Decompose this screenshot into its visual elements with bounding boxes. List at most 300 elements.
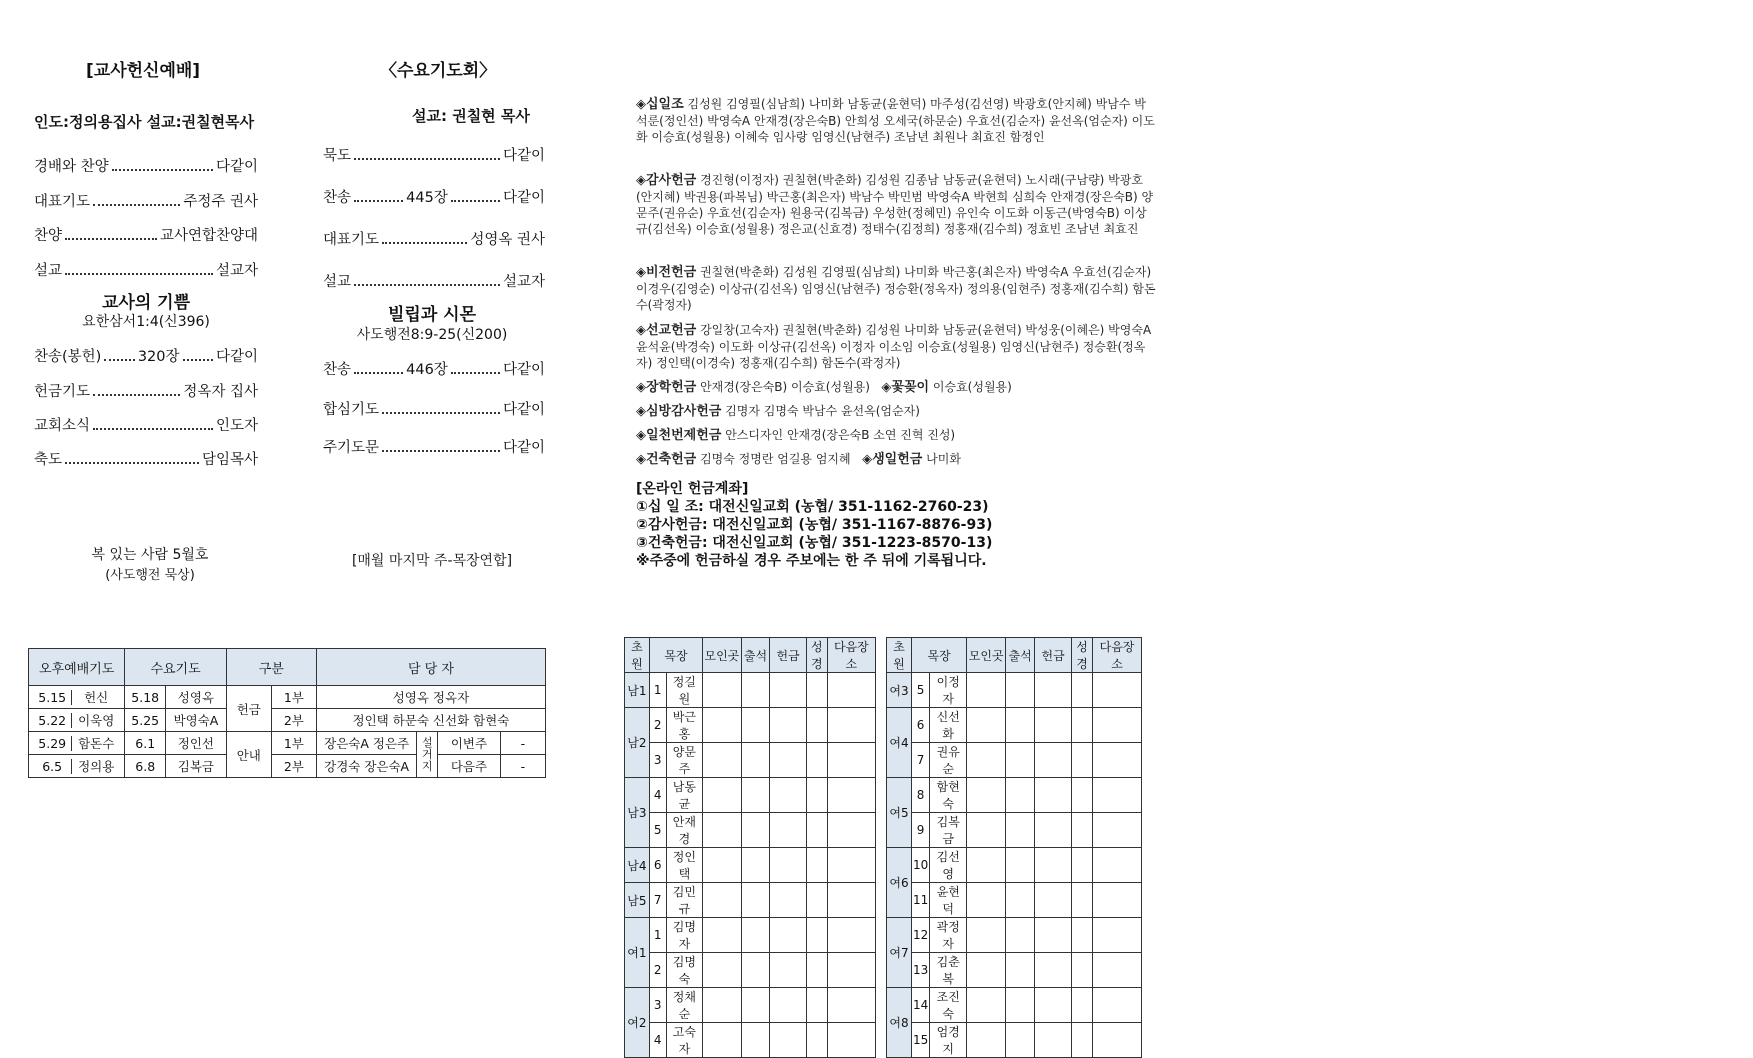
member-name: 함현숙: [930, 778, 967, 813]
date: 5.18: [125, 686, 166, 709]
attendance-row: [625, 1023, 876, 1058]
offering-entry: [636, 264, 1156, 313]
left-title: [교사헌신예배]: [86, 61, 201, 81]
blank-cell: [703, 743, 741, 778]
attendance-row: [625, 778, 876, 813]
order-item: [323, 270, 545, 291]
order-item: [34, 259, 258, 280]
offering-entry: [636, 172, 1156, 237]
blank-cell: [806, 708, 827, 743]
offering-entry: [636, 427, 1156, 444]
blank-cell: [1035, 1023, 1072, 1058]
blank-cell: [1072, 883, 1093, 918]
group-label: 설거지: [417, 732, 438, 778]
order-item: [323, 186, 545, 207]
blank-cell: [967, 778, 1006, 813]
attendance-header: 초원: [887, 638, 912, 673]
attendance-row: [625, 848, 876, 883]
blank-cell: [967, 953, 1006, 988]
assignee: -: [500, 732, 545, 755]
row-number: 1: [649, 673, 666, 708]
blank-cell: [1093, 1023, 1142, 1058]
order-item-value: 설교자: [215, 263, 258, 279]
blank-cell: [1035, 813, 1072, 848]
row-number: 3: [649, 988, 666, 1023]
order-item-name: 설교: [323, 274, 352, 290]
person: 정의용: [78, 759, 115, 774]
offering-label: ◈꽃꽂이: [881, 380, 930, 395]
date: 5.29: [33, 736, 72, 751]
blank-cell: [1006, 673, 1035, 708]
left-leaders: 인도:정의용집사 설교:권칠현목사: [34, 113, 255, 131]
blank-cell: [770, 778, 807, 813]
blank-cell: [806, 953, 827, 988]
blank-cell: [1006, 848, 1035, 883]
order-item: [323, 358, 545, 379]
attendance-table-right: [886, 637, 1142, 1058]
schedule-header-row: [29, 649, 546, 686]
attendance-header: 모인곳: [967, 638, 1006, 673]
blank-cell: [741, 918, 770, 953]
attendance-header: 성경: [806, 638, 827, 673]
blank-cell: [827, 918, 875, 953]
blank-cell: [806, 918, 827, 953]
row-number: 5: [911, 673, 929, 708]
blank-cell: [1035, 953, 1072, 988]
blank-cell: [1093, 813, 1142, 848]
blank-cell: [1035, 988, 1072, 1023]
member-name: 김춘복: [930, 953, 967, 988]
attendance-row: [887, 813, 1142, 848]
part-label: 1부: [271, 732, 316, 755]
account-line-1: ①십 일 조: 대전신일교회 (농협/ 351-1162-2760-23): [636, 499, 989, 515]
mid-sermon-title: 빌립과 시몬: [387, 305, 477, 325]
blank-cell: [1072, 743, 1093, 778]
order-item: [323, 436, 545, 457]
offering-names: 나미화: [926, 452, 961, 466]
blank-cell: [827, 988, 875, 1023]
blank-cell: [1093, 918, 1142, 953]
attendance-header: 다음장소: [1093, 638, 1142, 673]
blank-cell: [1035, 848, 1072, 883]
attendance-row: [625, 918, 876, 953]
blank-cell: [1072, 778, 1093, 813]
order-item-value: 다같이: [502, 148, 545, 164]
offering-label: ◈비전헌금: [636, 265, 697, 280]
group-cell: 여7: [887, 918, 912, 988]
dot-leader: [65, 462, 199, 464]
assignee: 다음주: [438, 755, 501, 778]
offering-entry: [636, 403, 1156, 420]
row-number: 9: [911, 813, 929, 848]
blank-cell: [1035, 883, 1072, 918]
offering-names: 김명숙 정명란 엄길용 엄지혜: [700, 452, 851, 466]
blank-cell: [703, 673, 741, 708]
member-name: 정채순: [666, 988, 703, 1023]
order-item-name: 찬송: [323, 190, 352, 206]
order-item-value: 교사연합찬양대: [159, 228, 258, 244]
blank-cell: [741, 883, 770, 918]
accounts-block: [636, 480, 992, 570]
attendance-header: 목장: [649, 638, 702, 673]
blank-cell: [770, 988, 807, 1023]
row-number: 13: [911, 953, 929, 988]
attendance-row: [625, 883, 876, 918]
attendance-row: [887, 778, 1142, 813]
schedule-row: [29, 732, 546, 755]
order-item: [34, 155, 258, 176]
blank-cell: [806, 1023, 827, 1058]
member-name: 윤현덕: [930, 883, 967, 918]
group-cell: 여3: [887, 673, 912, 708]
blank-cell: [827, 883, 875, 918]
dot-leader: [451, 372, 500, 374]
mid-sermon-ref: 사도행전8:9-25(신200): [356, 327, 508, 343]
group-label: 안내: [226, 732, 271, 778]
order-item-name: 경배와 찬양: [34, 159, 109, 175]
offering-names: 안재경(장은숙B) 이승효(성월용): [700, 380, 870, 394]
schedule-header: 담 당 자: [316, 649, 545, 686]
member-name: 김선영: [930, 848, 967, 883]
schedule-header: 수요기도: [125, 649, 226, 686]
offering-label: ◈심방감사헌금: [636, 404, 722, 419]
attendance-header-row: [625, 638, 876, 673]
attendance-header: 초원: [625, 638, 650, 673]
order-item-hymn: 320장: [137, 349, 180, 365]
offering-label: ◈장학헌금: [636, 380, 697, 395]
blank-cell: [967, 918, 1006, 953]
member-name: 양문주: [666, 743, 703, 778]
row-number: 6: [649, 848, 666, 883]
dot-leader: [382, 412, 500, 414]
blank-cell: [827, 673, 875, 708]
left-sermon-ref: 요한삼서1:4(신396): [82, 314, 210, 330]
blank-cell: [703, 918, 741, 953]
schedule-row: [29, 709, 546, 732]
attendance-header: 헌금: [770, 638, 807, 673]
afternoon-prayer-cell: [29, 709, 125, 732]
member-name: 박근홍: [666, 708, 703, 743]
group-cell: 여8: [887, 988, 912, 1058]
order-item: [34, 448, 258, 469]
blank-cell: [827, 743, 875, 778]
attendance-row: [625, 988, 876, 1023]
blank-cell: [827, 813, 875, 848]
attendance-header: 헌금: [1035, 638, 1072, 673]
blank-cell: [770, 848, 807, 883]
order-item-name: 찬송: [323, 362, 352, 378]
group-cell: 여4: [887, 708, 912, 778]
order-item: [323, 144, 545, 165]
blank-cell: [703, 708, 741, 743]
dot-leader: [354, 158, 500, 160]
row-number: 10: [911, 848, 929, 883]
attendance-header-row: [887, 638, 1142, 673]
order-item-value: 다같이: [502, 190, 546, 206]
order-item-value: 설교자: [502, 274, 545, 290]
part-label: 1부: [271, 686, 316, 709]
blank-cell: [703, 778, 741, 813]
group-cell: 여5: [887, 778, 912, 848]
attendance-row: [887, 708, 1142, 743]
member-name: 김복금: [930, 813, 967, 848]
blank-cell: [1006, 743, 1035, 778]
group-cell: 남3: [625, 778, 650, 848]
order-item-hymn: 445장: [406, 190, 448, 206]
blank-cell: [967, 743, 1006, 778]
offering-names: 김성원 김영필(심남희) 나미화 남동균(윤현덕) 마주성(김선영) 박광호(안지혜) 박남수 박석룬(정인선) 박영숙A 안재경(장은숙B) 안희성 오세국(하문순) 우효선(김순자) 윤선옥(엄순자) 이도화 이승효(성월용) 이혜숙 임사랑 임영신(남현주) 조남년 최원나 최효진 함정인: [636, 97, 1155, 144]
attendance-header: 성경: [1072, 638, 1093, 673]
dot-leader: [93, 204, 180, 206]
order-item-name: 대표기도: [323, 232, 380, 248]
offering-names: 강일창(고숙자) 권칠현(박춘화) 김성원 나미화 남동균(윤현덕) 박성웅(이혜은) 박영숙A 윤석윤(박경숙) 이도화 이상규(김선옥) 이정자 이소임 이승효(성월용) 임영신(남현주) 정승환(정옥자) 정인택(이경숙) 정홍재(김수희) 함돈수(곽정자): [636, 323, 1152, 370]
blank-cell: [703, 988, 741, 1023]
offering-label: ◈건축헌금: [636, 452, 697, 467]
blank-cell: [967, 1023, 1006, 1058]
blank-cell: [703, 813, 741, 848]
blank-cell: [741, 953, 770, 988]
offering-names: 권칠현(박춘화) 김성원 김영필(심남희) 나미화 박근홍(최은자) 박영숙A 우효선(김순자) 이경우(김영순) 이상규(김선옥) 임영신(남현주) 정승환(정옥자) 정의용(임현주) 정홍재(김수희) 함돈수(곽정자): [636, 265, 1156, 312]
date: 5.15: [33, 690, 72, 705]
offering-label: ◈십일조: [636, 97, 684, 112]
dot-leader: [93, 428, 213, 430]
date: 6.1: [125, 732, 166, 755]
assignee: -: [500, 755, 545, 778]
blank-cell: [1093, 708, 1142, 743]
blank-cell: [827, 1023, 875, 1058]
attendance-row: [887, 848, 1142, 883]
order-item-name: 교회소식: [34, 418, 91, 434]
member-name: 권유순: [930, 743, 967, 778]
order-item-name: 헌금기도: [34, 384, 91, 400]
blank-cell: [741, 743, 770, 778]
date: 6.5: [33, 759, 72, 774]
dot-leader: [382, 450, 500, 452]
row-number: 12: [911, 918, 929, 953]
blank-cell: [703, 1023, 741, 1058]
blank-cell: [1035, 918, 1072, 953]
dot-leader: [112, 169, 213, 171]
blank-cell: [827, 848, 875, 883]
order-item: [34, 224, 258, 245]
attendance-row: [625, 708, 876, 743]
date: 6.8: [125, 755, 166, 778]
order-item-name: 주기도문: [323, 440, 380, 456]
attendance-header: 출석: [1006, 638, 1035, 673]
blank-cell: [741, 848, 770, 883]
group-cell: 남5: [625, 883, 650, 918]
date: 5.25: [125, 709, 166, 732]
blank-cell: [806, 848, 827, 883]
blank-cell: [741, 708, 770, 743]
offering-label: ◈감사헌금: [636, 173, 697, 188]
dot-leader: [65, 238, 157, 240]
blank-cell: [806, 813, 827, 848]
afternoon-prayer-cell: [29, 686, 125, 709]
dot-leader: [354, 200, 403, 202]
blank-cell: [1035, 743, 1072, 778]
group-cell: 남4: [625, 848, 650, 883]
blank-cell: [1072, 1023, 1093, 1058]
blank-cell: [1072, 848, 1093, 883]
blank-cell: [1072, 988, 1093, 1023]
order-item: [323, 228, 545, 249]
blank-cell: [967, 813, 1006, 848]
blank-cell: [770, 743, 807, 778]
member-name: 김명자: [666, 918, 703, 953]
offering-entry: [636, 322, 1156, 371]
group-cell: 여2: [625, 988, 650, 1058]
blank-cell: [770, 1023, 807, 1058]
person: 헌신: [84, 690, 109, 705]
assignee: 장은숙A 정은주: [316, 732, 417, 755]
group-cell: 여1: [625, 918, 650, 988]
attendance-row: [887, 953, 1142, 988]
row-number: 5: [649, 813, 666, 848]
blank-cell: [703, 848, 741, 883]
dot-leader: [451, 200, 500, 202]
row-number: 14: [911, 988, 929, 1023]
order-item: [34, 345, 258, 366]
order-item-value: 다같이: [502, 402, 545, 418]
blank-cell: [1006, 708, 1035, 743]
row-number: 7: [911, 743, 929, 778]
person: 정인선: [166, 732, 227, 755]
blank-cell: [741, 988, 770, 1023]
schedule-row: [29, 755, 546, 778]
left-sermon-title: 교사의 기쁨: [101, 293, 191, 313]
blank-cell: [1006, 883, 1035, 918]
blank-cell: [770, 883, 807, 918]
attendance-header: 출석: [741, 638, 770, 673]
mid-footer: [매월 마지막 주-목장연합]: [351, 553, 513, 569]
group-cell: 남1: [625, 673, 650, 708]
accounts-title: [온라인 헌금계좌]: [636, 481, 749, 497]
offering-entry: [636, 379, 1156, 396]
blank-cell: [1006, 813, 1035, 848]
order-item-name: 찬송(봉헌): [34, 349, 102, 365]
attendance-row: [887, 988, 1142, 1023]
blank-cell: [1035, 708, 1072, 743]
row-number: 1: [649, 918, 666, 953]
left-footer-sub: (사도행전 묵상): [105, 568, 195, 583]
order-item-value: 다같이: [215, 159, 258, 175]
attendance-header: 모인곳: [703, 638, 741, 673]
member-name: 김민규: [666, 883, 703, 918]
member-name: 신선화: [930, 708, 967, 743]
offering-entry: [636, 96, 1156, 145]
dot-leader: [354, 284, 500, 286]
dot-leader: [354, 372, 403, 374]
blank-cell: [770, 918, 807, 953]
blank-cell: [806, 988, 827, 1023]
blank-cell: [1072, 918, 1093, 953]
attendance-row: [887, 743, 1142, 778]
person: 이욱영: [78, 713, 115, 728]
order-item-value: 담임목사: [201, 452, 258, 468]
row-number: 7: [649, 883, 666, 918]
dot-leader: [183, 359, 213, 361]
member-name: 김명숙: [666, 953, 703, 988]
blank-cell: [770, 708, 807, 743]
mid-preacher: 설교: 권칠현 목사: [412, 107, 530, 125]
blank-cell: [1072, 673, 1093, 708]
part-label: 2부: [271, 755, 316, 778]
blank-cell: [741, 1023, 770, 1058]
group-cell: 여6: [887, 848, 912, 918]
group-label: 헌금: [226, 686, 271, 732]
row-number: 2: [649, 953, 666, 988]
blank-cell: [1035, 673, 1072, 708]
attendance-row: [887, 673, 1142, 708]
order-item: [323, 398, 545, 419]
order-item-value: 주정주 권사: [183, 194, 258, 210]
offering-label: ◈일천번제헌금: [636, 428, 722, 443]
order-item-name: 축도: [34, 452, 63, 468]
blank-cell: [1072, 708, 1093, 743]
attendance-row: [887, 883, 1142, 918]
blank-cell: [967, 708, 1006, 743]
duty-schedule-table: [28, 648, 546, 778]
left-footer-title: 복 있는 사람 5월호: [91, 547, 209, 563]
order-item-name: 대표기도: [34, 194, 91, 210]
blank-cell: [1006, 988, 1035, 1023]
blank-cell: [827, 778, 875, 813]
attendance-row: [625, 673, 876, 708]
account-line-2: ②감사헌금: 대전신일교회 (농협/ 351-1167-8876-93): [636, 517, 993, 533]
blank-cell: [741, 673, 770, 708]
accounts-note: ※주중에 헌금하실 경우 주보에는 한 주 뒤에 기록됩니다.: [636, 553, 987, 569]
offering-names: 김명자 김명숙 박남수 윤선옥(엄순자): [725, 404, 920, 418]
blank-cell: [1093, 883, 1142, 918]
blank-cell: [770, 813, 807, 848]
attendance-table-left: [624, 637, 876, 1058]
attendance-row: [887, 1023, 1142, 1058]
dot-leader: [93, 394, 180, 396]
blank-cell: [770, 673, 807, 708]
blank-cell: [1093, 848, 1142, 883]
order-item: [34, 380, 258, 401]
person: 김복금: [166, 755, 227, 778]
part-label: 2부: [271, 709, 316, 732]
order-item-name: 설교: [34, 263, 63, 279]
schedule-row: [29, 686, 546, 709]
blank-cell: [967, 848, 1006, 883]
assignee: 성영옥 정옥자: [316, 686, 545, 709]
blank-cell: [1072, 813, 1093, 848]
blank-cell: [806, 883, 827, 918]
dot-leader: [382, 242, 467, 244]
blank-cell: [1093, 988, 1142, 1023]
member-name: 고숙자: [666, 1023, 703, 1058]
row-number: 3: [649, 743, 666, 778]
member-name: 조진숙: [930, 988, 967, 1023]
member-name: 정길원: [666, 673, 703, 708]
member-name: 이정자: [930, 673, 967, 708]
member-name: 엄경지: [930, 1023, 967, 1058]
person: 함돈수: [78, 736, 115, 751]
blank-cell: [1093, 953, 1142, 988]
offering-label: ◈생일헌금: [862, 452, 923, 467]
row-number: 2: [649, 708, 666, 743]
blank-cell: [703, 953, 741, 988]
blank-cell: [967, 673, 1006, 708]
offering-entry: [636, 451, 1156, 468]
mid-title: 〈수요기도회〉: [380, 61, 497, 81]
blank-cell: [1093, 778, 1142, 813]
order-item-name: 묵도: [323, 148, 352, 164]
attendance-header: 다음장소: [827, 638, 875, 673]
